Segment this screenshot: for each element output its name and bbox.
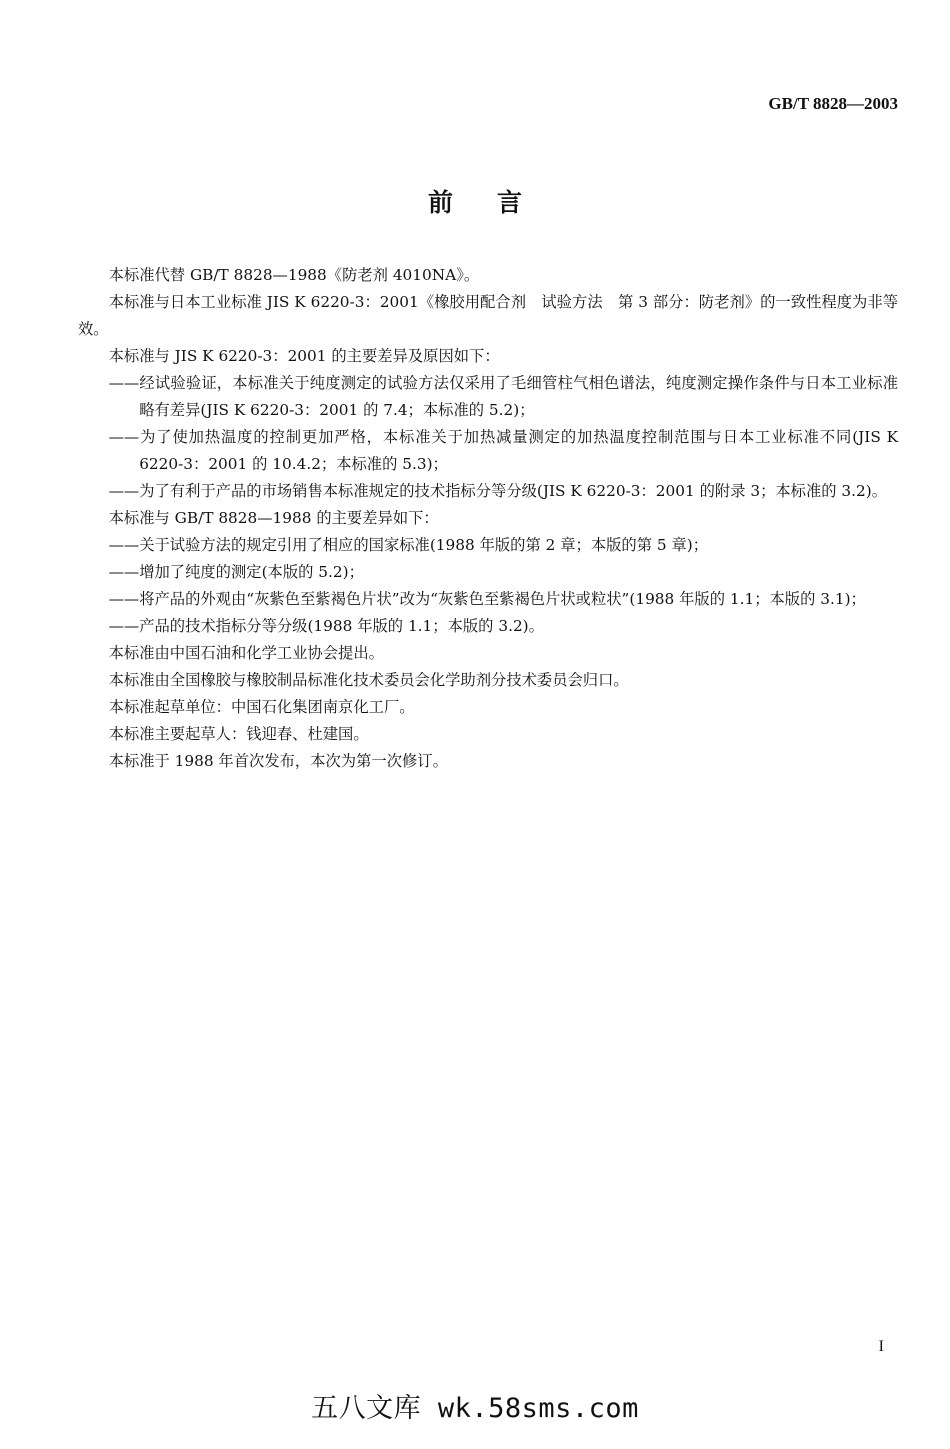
site-watermark: 五八文库 wk.58sms.com <box>311 1393 639 1424</box>
list-item: ——经试验验证，本标准关于纯度测定的试验方法仅采用了毛细管柱气相色谱法，纯度测定操作条件与日本工业标准略有差异(JIS K 6220-3：2001 的 7.4；本标准的 5.2)； <box>108 374 898 419</box>
list-item: ——产品的技术指标分等分级(1988 年版的 1.1；本版的 3.2)。 <box>108 617 544 635</box>
paragraph-revision-history: 本标准于 1988 年首次发布，本次为第一次修订。 <box>108 752 448 770</box>
list-item: ——为了有利于产品的市场销售本标准规定的技术指标分等分级(JIS K 6220-3：2001 的附录 3；本标准的 3.2)。 <box>108 482 888 500</box>
paragraph-drafting-unit: 本标准起草单位：中国石化集团南京化工厂。 <box>108 698 415 716</box>
paragraph-administrator: 本标准由全国橡胶与橡胶制品标准化技术委员会化学助剂分技术委员会归口。 <box>108 671 629 689</box>
page-title: 前言 <box>427 188 566 217</box>
paragraph-equivalence: 本标准与日本工业标准 JIS K 6220-3：2001《橡胶用配合剂 试验方法 第 3 部分：防老剂》的一致性程度为非等效。 <box>78 293 898 338</box>
page-number: I <box>878 1338 884 1355</box>
paragraph-jis-differences-intro: 本标准与 JIS K 6220-3：2001 的主要差异及原因如下： <box>108 347 500 365</box>
paragraph-proposer: 本标准由中国石油和化学工业协会提出。 <box>108 644 384 662</box>
list-item: ——关于试验方法的规定引用了相应的国家标准(1988 年版的第 2 章；本版的第 5 章)； <box>108 536 709 554</box>
list-item: ——将产品的外观由“灰紫色至紫褐色片状”改为“灰紫色至紫褐色片状或粒状”(1988 年版的 1.1；本版的 3.1)； <box>108 590 866 608</box>
paragraph-drafters: 本标准主要起草人：钱迎春、杜建国。 <box>108 725 369 743</box>
list-item: ——增加了纯度的测定(本版的 5.2)； <box>108 563 364 581</box>
foreword-body <box>78 262 898 775</box>
standard-code: GB/T 8828—2003 <box>768 94 898 113</box>
paragraph-replaces: 本标准代替 GB/T 8828—1988《防老剂 4010NA》。 <box>108 266 480 284</box>
paragraph-gbt-differences-intro: 本标准与 GB/T 8828—1988 的主要差异如下： <box>108 509 439 527</box>
list-item: ——为了使加热温度的控制更加严格，本标准关于加热减量测定的加热温度控制范围与日本工业标准不同(JIS K 6220-3：2001 的 10.4.2；本标准的 5.3)； <box>108 428 898 473</box>
